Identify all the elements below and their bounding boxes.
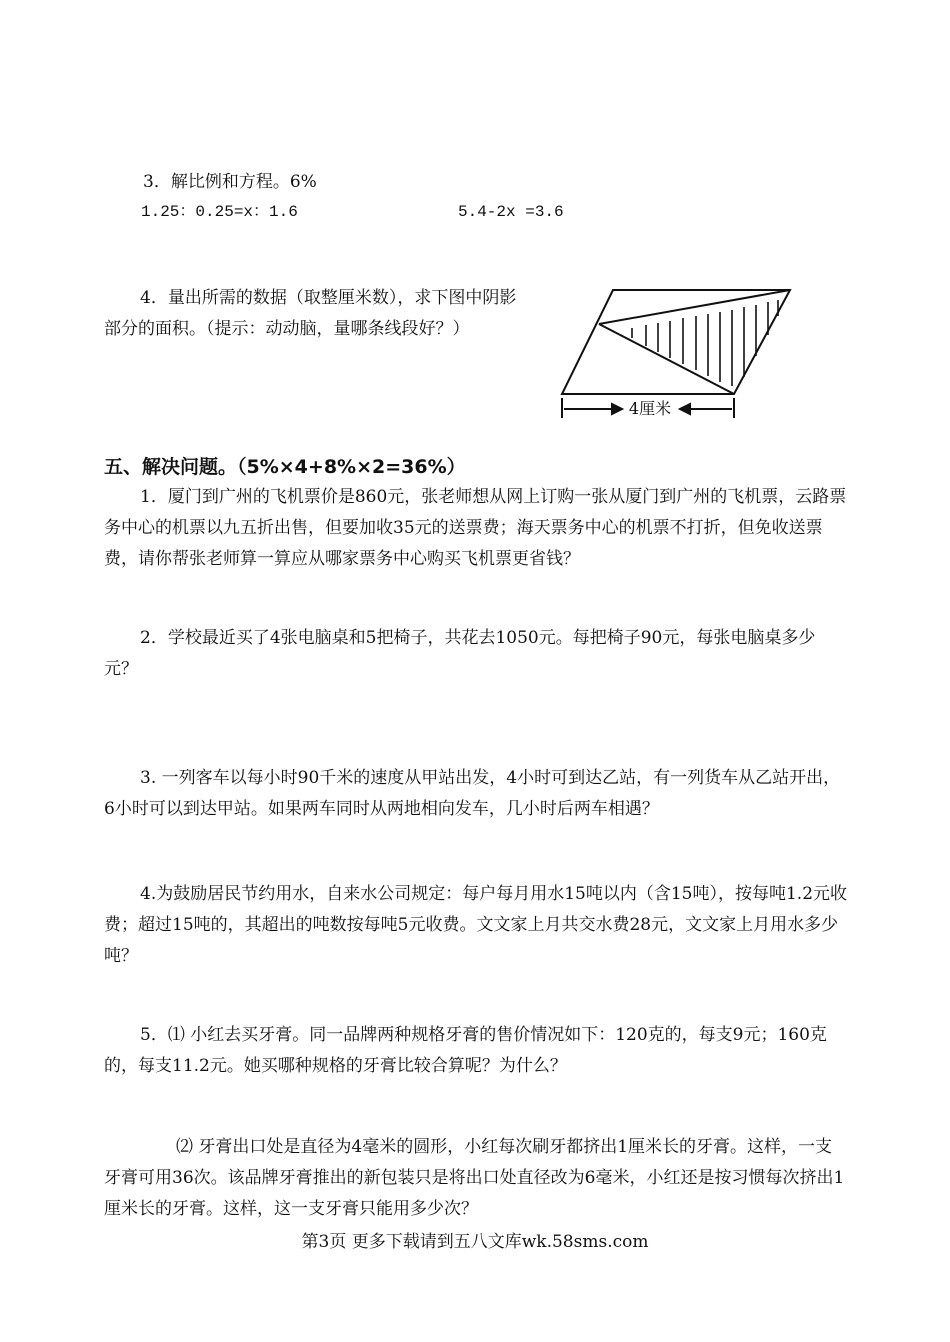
diagonal-line: [599, 290, 790, 324]
problem-4: 4.为鼓励居民节约用水，自来水公司规定：每户每月用水15吨以内（含15吨），按每吨1.2元收费；超过15吨的，其超出的吨数按每吨5元收费。文文家上月共交水费28元，文文家上月用水多少吨？: [104, 884, 848, 966]
q3-title: 3．解比例和方程。6%: [143, 172, 317, 192]
q4-text: 4．量出所需的数据（取整厘米数），求下图中阴影部分的面积。（提示：动动脑，量哪条线段好？）: [104, 288, 517, 339]
problem-1: 1．厦门到广州的飞机票价是860元，张老师想从网上订购一张从厦门到广州的飞机票，云路票务中心的机票以九五折出售，但要加收35元的送票费；海天票务中心的机票不打折，但免收送票费，请你帮张老师算一算应从哪家票务中心购买飞机票更省钱？: [104, 487, 847, 569]
problem-5-part-1: 5．⑴ 小红去买牙膏。同一品牌两种规格牙膏的售价情况如下：120克的，每支9元；160克的，每支11.2元。她买哪种规格的牙膏比较合算呢？为什么？: [104, 1025, 827, 1076]
parallelogram-figure: [550, 280, 810, 430]
shading-hatch: [632, 300, 778, 386]
q3-equation-1: 1.25：0.25=x：1.6: [141, 203, 298, 221]
problem-3: 3. 一列客车以每小时90千米的速度从甲站出发，4小时可到达乙站，有一列货车从乙站开出，6小时可以到达甲站。如果两车同时从两地相向发车，几小时后两车相遇？: [104, 768, 841, 819]
triangle-side-line: [599, 324, 734, 394]
problem-5-part-2: ⑵ 牙膏出口处是直径为4毫米的圆形，小红每次刷牙都挤出1厘米长的牙膏。这样，一支牙膏可用36次。该品牌牙膏推出的新包装只是将出口处直径改为6毫米，小红还是按习惯每次挤出1厘米长的牙膏。这样，这一支牙膏只能用多少次？: [104, 1137, 845, 1219]
q3-equation-2: 5.4-2x =3.6: [458, 203, 564, 221]
figure-label: 4厘米: [628, 399, 672, 418]
page-footer: 第3页 更多下载请到五八文库wk.58sms.com: [301, 1232, 649, 1252]
problem-2: 2．学校最近买了4张电脑桌和5把椅子，共花去1050元。每把椅子90元，每张电脑桌多少元？: [104, 628, 816, 679]
section-5-heading: 五、解决问题。（5%×4+8%×2=36%）: [104, 456, 466, 478]
